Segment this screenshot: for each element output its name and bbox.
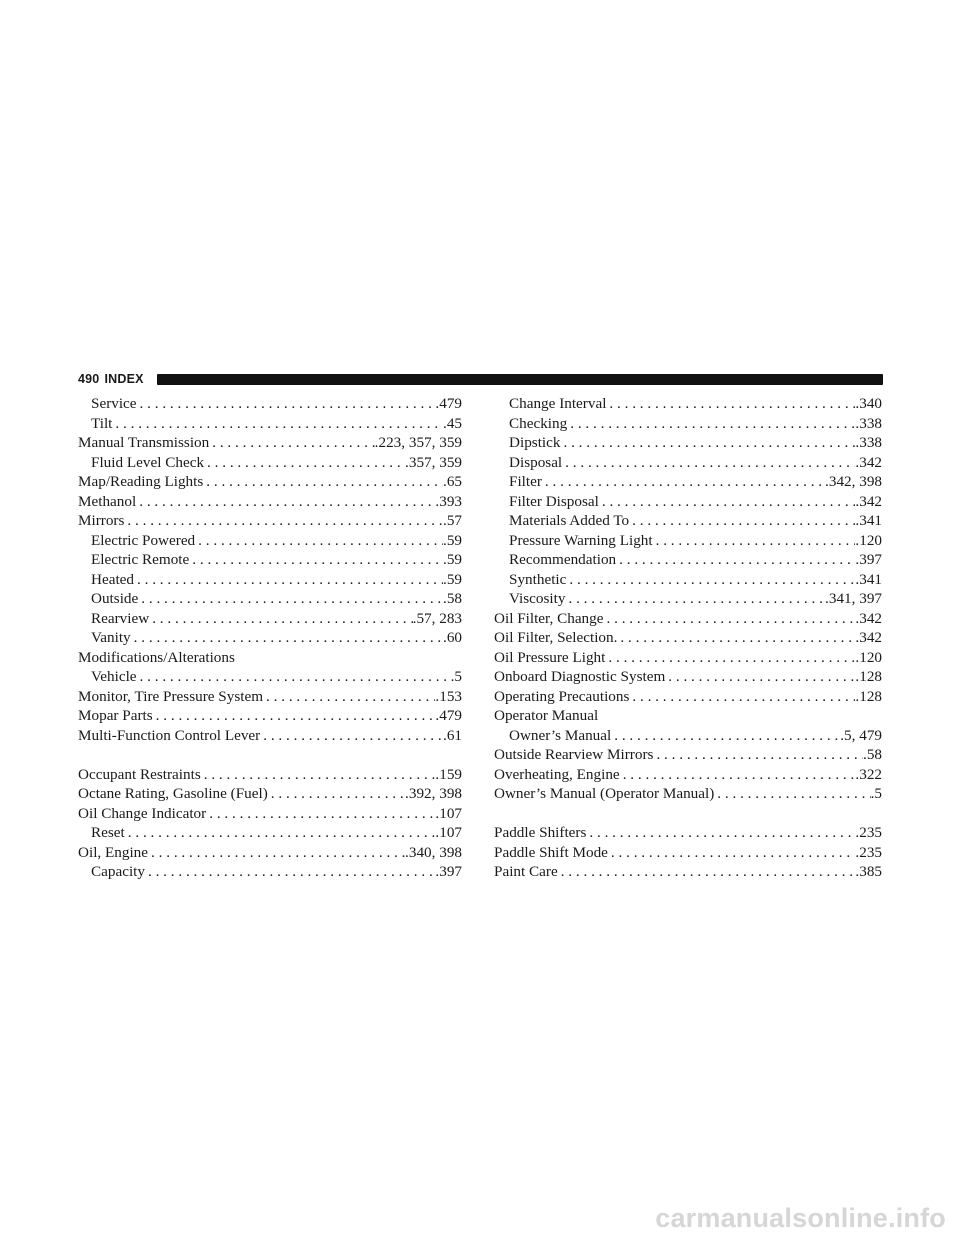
index-term: Owner’s Manual — [509, 726, 612, 744]
index-term: Disposal — [509, 453, 563, 471]
page-reference: .120 — [855, 531, 882, 549]
entry-gap — [78, 745, 462, 765]
leader-dots — [112, 414, 443, 434]
leader-dots — [606, 394, 855, 414]
page-reference: .60 — [443, 629, 462, 646]
page-reference: .338 — [855, 434, 882, 451]
header-rule — [157, 374, 883, 385]
index-term: Map/Reading Lights — [78, 473, 204, 490]
index-term: Manual Transmission — [78, 434, 210, 451]
page-reference: .61 — [443, 726, 462, 744]
section-title: INDEX — [104, 372, 144, 386]
index-term: Occupant Restraints — [78, 765, 201, 783]
leader-dots — [629, 511, 855, 531]
index-entry — [78, 765, 462, 785]
page-reference: .341 — [855, 512, 882, 529]
watermark: carmanualsonline.info — [655, 1203, 946, 1233]
index-entry — [78, 550, 462, 570]
leader-dots — [566, 570, 855, 590]
index-term: Modifications/Alterations — [78, 648, 235, 666]
index-term: Multi-Function Control Lever — [78, 726, 261, 744]
leader-dots — [149, 609, 412, 629]
page-reference: .235 — [855, 824, 882, 841]
index-term: Oil Change Indicator — [78, 804, 207, 822]
page-reference: .338 — [855, 414, 882, 432]
index-entry — [78, 726, 462, 746]
page-reference: .58 — [863, 746, 882, 763]
page-reference: .392, 398 — [405, 785, 462, 802]
page-reference: .342 — [855, 492, 882, 510]
index-term: Electric Remote — [91, 551, 190, 568]
index-entry — [78, 843, 462, 863]
index-term: Vanity — [91, 629, 131, 646]
leader-dots — [567, 414, 855, 434]
page-reference: .107 — [435, 804, 462, 822]
index-entry — [494, 687, 882, 707]
leader-dots — [616, 550, 855, 570]
index-term: Tilt — [91, 414, 113, 432]
leader-dots — [629, 687, 855, 707]
index-term: Oil Filter, Change — [494, 609, 604, 627]
index-term: Reset — [91, 824, 125, 841]
leader-dots — [195, 531, 443, 551]
index-entry — [494, 706, 882, 726]
leader-dots — [204, 453, 405, 473]
page-reference: .479 — [435, 707, 462, 724]
index-entry — [494, 472, 882, 492]
leader-dots — [131, 628, 443, 648]
page-reference: .59 — [443, 551, 462, 568]
index-term: Oil Filter, Selection. — [494, 629, 618, 646]
index-entry — [494, 511, 882, 531]
index-entry — [78, 453, 462, 473]
index-term: Heated — [91, 570, 135, 588]
page-reference: .223, 357, 359 — [374, 434, 462, 451]
index-term: Electric Powered — [91, 531, 196, 549]
leader-dots — [714, 784, 870, 804]
index-term: Rearview — [91, 609, 150, 627]
index-entry — [494, 726, 882, 746]
index-entry — [494, 784, 882, 804]
page-reference: .322 — [855, 765, 882, 783]
page-reference: .340 — [855, 395, 882, 412]
index-entry — [494, 492, 882, 512]
index-term: Outside — [91, 590, 139, 607]
page-reference: .342, 398 — [825, 473, 882, 490]
leader-dots — [209, 433, 374, 453]
index-column-right — [494, 394, 882, 882]
page-reference: .5 — [870, 785, 882, 802]
page-reference: .342 — [855, 629, 882, 646]
page-reference: .342 — [855, 609, 882, 627]
leader-dots — [189, 550, 443, 570]
leader-dots — [605, 648, 855, 668]
page-label — [78, 372, 157, 386]
index-entry — [78, 648, 462, 668]
index-entry — [494, 609, 882, 629]
leader-dots — [586, 823, 855, 843]
index-entry — [494, 531, 882, 551]
leader-dots — [137, 667, 451, 687]
index-term: Operator Manual — [494, 707, 599, 724]
index-term: Octane Rating, Gasoline (Fuel) — [78, 785, 268, 802]
leader-dots — [604, 609, 856, 629]
page-reference: .397 — [435, 863, 462, 880]
index-term: Checking — [509, 414, 568, 432]
index-entry — [494, 550, 882, 570]
index-term: Change Interval — [509, 395, 607, 412]
page-reference: .65 — [443, 473, 462, 490]
index-term: Paddle Shifters — [494, 824, 587, 841]
leader-dots — [560, 433, 855, 453]
page-reference: .58 — [443, 590, 462, 607]
index-term: Materials Added To — [509, 512, 630, 529]
leader-dots — [124, 511, 443, 531]
index-term: Outside Rearview Mirrors — [494, 746, 654, 763]
leader-dots — [153, 706, 436, 726]
index-term: Mirrors — [78, 512, 125, 529]
index-entry — [78, 570, 462, 590]
index-term: Filter Disposal — [509, 492, 599, 510]
index-entry — [78, 804, 462, 824]
page-reference: .120 — [855, 648, 882, 666]
page-reference: .235 — [855, 843, 882, 861]
page-reference: .128 — [855, 687, 882, 705]
page-reference: .342 — [855, 453, 882, 471]
index-term: Paint Care — [494, 863, 558, 880]
index-entry — [78, 433, 462, 453]
leader-dots — [542, 472, 825, 492]
index-entry — [78, 472, 462, 492]
index-term: Dipstick — [509, 434, 561, 451]
leader-dots — [620, 765, 856, 785]
leader-dots — [617, 628, 855, 648]
index-entry — [494, 745, 882, 765]
page-reference: .393 — [435, 492, 462, 510]
page-reference: .59 — [443, 570, 462, 588]
index-entry — [494, 414, 882, 434]
index-entry — [78, 609, 462, 629]
leader-dots — [260, 726, 443, 746]
index-term: Mopar Parts — [78, 707, 153, 724]
index-entry — [494, 570, 882, 590]
index-entry — [78, 531, 462, 551]
index-entry — [78, 823, 462, 843]
leader-dots — [134, 570, 443, 590]
page-reference: .385 — [855, 863, 882, 880]
index-term: Filter — [509, 473, 542, 490]
index-term: Vehicle — [91, 668, 137, 685]
leader-dots — [599, 492, 856, 512]
page-reference: .128 — [855, 668, 882, 685]
index-entry — [78, 784, 462, 804]
leader-dots — [145, 862, 435, 882]
leader-dots — [125, 823, 436, 843]
index-column-left — [78, 394, 462, 882]
leader-dots — [562, 453, 855, 473]
page-reference: .153 — [435, 687, 462, 705]
index-term: Service — [91, 395, 137, 412]
leader-dots — [565, 589, 825, 609]
index-term: Viscosity — [509, 590, 566, 607]
index-entry — [494, 453, 882, 473]
page-reference: .107 — [435, 824, 462, 841]
index-entry — [78, 394, 462, 414]
page-reference: .357, 359 — [405, 453, 462, 471]
page-reference: .57, 283 — [412, 609, 462, 627]
leader-dots — [268, 784, 405, 804]
leader-dots — [138, 589, 443, 609]
index-term: Onboard Diagnostic System — [494, 668, 666, 685]
index-entry — [78, 628, 462, 648]
index-entry — [78, 687, 462, 707]
leader-dots — [148, 843, 405, 863]
page-reference: .341, 397 — [825, 590, 882, 607]
index-entry — [78, 511, 462, 531]
leader-dots — [263, 687, 435, 707]
index-term: Pressure Warning Light — [509, 531, 653, 549]
index-entry — [78, 667, 462, 687]
page-header — [78, 371, 883, 387]
index-term: Monitor, Tire Pressure System — [78, 687, 264, 705]
index-entry — [494, 433, 882, 453]
index-entry — [78, 862, 462, 882]
index-term: Oil Pressure Light — [494, 648, 606, 666]
index-term: Owner’s Manual (Operator Manual) — [494, 785, 715, 802]
page-reference: .397 — [855, 551, 882, 568]
index-term: Capacity — [91, 863, 145, 880]
index-term: Paddle Shift Mode — [494, 843, 608, 861]
index-entry — [494, 394, 882, 414]
index-entry — [494, 765, 882, 785]
page-reference: .45 — [443, 414, 462, 432]
index-entry — [494, 862, 882, 882]
index-term: Operating Precautions — [494, 687, 630, 705]
leader-dots — [653, 531, 856, 551]
index-term: Recommendation — [509, 551, 617, 568]
index-term: Fluid Level Check — [91, 453, 205, 471]
page-reference: .59 — [443, 531, 462, 549]
leader-dots — [201, 765, 436, 785]
index-entry — [494, 823, 882, 843]
leader-dots — [137, 394, 436, 414]
index-entry — [78, 414, 462, 434]
page-reference: .341 — [855, 570, 882, 588]
entry-gap — [494, 804, 882, 824]
page-reference: .479 — [435, 395, 462, 412]
leader-dots — [611, 726, 840, 746]
index-term: Methanol — [78, 492, 137, 510]
page-number: 490 — [78, 372, 100, 386]
leader-dots — [653, 745, 863, 765]
leader-dots — [203, 472, 443, 492]
page-reference: .57 — [443, 512, 462, 529]
index-entry — [494, 648, 882, 668]
page-reference: .159 — [435, 765, 462, 783]
index-entry — [494, 628, 882, 648]
index-entry — [78, 492, 462, 512]
index-term: Oil, Engine — [78, 843, 149, 861]
page-reference: .5 — [450, 668, 462, 685]
leader-dots — [136, 492, 435, 512]
index-entry — [494, 843, 882, 863]
index-entry — [494, 589, 882, 609]
leader-dots — [206, 804, 435, 824]
index-entry — [78, 706, 462, 726]
page-reference: .5, 479 — [840, 726, 882, 744]
leader-dots — [558, 862, 856, 882]
leader-dots — [608, 843, 856, 863]
page-reference: .340, 398 — [405, 843, 462, 861]
index-entry — [78, 589, 462, 609]
index-term: Synthetic — [509, 570, 567, 588]
leader-dots — [665, 667, 855, 687]
index-entry — [494, 667, 882, 687]
index-term: Overheating, Engine — [494, 765, 620, 783]
